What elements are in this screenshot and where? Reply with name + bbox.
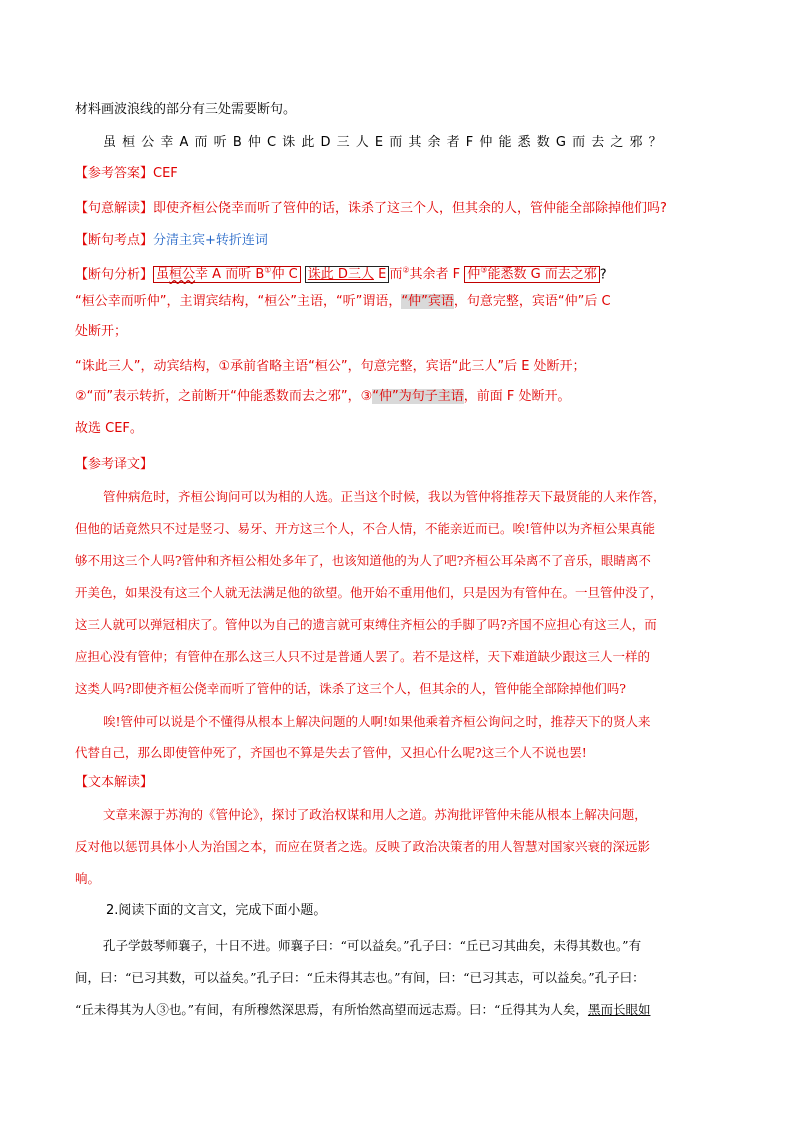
meaning-label: 【句意解读】	[75, 201, 154, 216]
passage-line: “丘未得其为人③也。”有间，有所穆然深思焉，有所怡然高望而远志焉。曰：“丘得其为人矣，黑而长眼如	[75, 1002, 651, 1017]
answer-row	[75, 165, 178, 183]
point-value: 分清主宾+转折连词	[153, 233, 268, 248]
translation-line: 但他的话竟然只不过是竖刁、易牙、开方这三个人，不合人情，不能亲近而已。唉!管仲以为齐桓公果真能	[75, 521, 656, 536]
translation-line: 这三人就可以弹冠相庆了。管仲以为自己的遗言就可束缚住齐桓公的手脚了吗?齐国不应担心有这三人，而	[75, 617, 657, 632]
analysis-row	[75, 262, 607, 284]
segment-box-3: 仲③能悉数 G 而去之邪	[464, 266, 600, 283]
translation-line: 代替自己，那么即使管仲死了，齐国也不算是失去了管仲，又担心什么呢?这三个人不说也罢!	[75, 745, 587, 760]
meaning-row	[75, 200, 667, 218]
highlight-object: “仲”宾语	[401, 294, 454, 309]
translation-line: 开美色，如果没有这三个人就无法满足他的欲望。他开始不重用他们，只是因为有管仲在。一旦管仲没了，	[75, 585, 663, 600]
analysis-label: 【断句分析】	[75, 267, 154, 283]
translation-line: 这类人吗?即使齐桓公侥幸而听了管仲的话，诛杀了这三个人，但其余的人，管仲能全部除掉他们吗?	[75, 681, 626, 696]
reading-label: 【文本解读】	[75, 775, 154, 790]
explanation-line-3: “诛此三人”，动宾结构，①承前省略主语“桓公”，句意完整，宾语“此三人”后 E 处断开；	[75, 359, 586, 374]
intro-text: 材料画波浪线的部分有三处需要断句。	[75, 102, 297, 117]
question-sentence: 虽 桓 公 幸 A 而 听 B 仲 C 诛 此 D 三 人 E 而 其 余 者 F 仲 能 悉 数 G 而 去 之 邪 ？	[103, 135, 663, 150]
point-label: 【断句考点】	[75, 233, 154, 248]
explanation-line-2: 处断开；	[75, 324, 128, 339]
explanation-line-4: ②“而”表示转折，之前断开“仲能悉数而去之邪”，③“仲”为句子主语，前面 F 处断开。	[75, 389, 571, 404]
underlined-phrase: 黑而长眼如	[587, 1002, 651, 1017]
answer-value: CEF	[153, 166, 178, 181]
highlight-subject: “仲”为句子主语	[372, 389, 464, 404]
segment-box-2: 诛此 D三人 E	[305, 266, 390, 283]
segment-box-1: 虽桓公幸 A 而听 B①仲 C	[153, 266, 301, 283]
translation-line: 应担心没有管仲；有管仲在那么这三人只不过是普通人罢了。若不是这样，天下难道缺少跟这三人一样的	[75, 649, 651, 664]
reading-line: 文章来源于苏洵的《管仲论》，探讨了政治权谋和用人之道。苏洵批评管仲未能从根本上解决问题，	[103, 807, 647, 822]
passage-line: 孔子学鼓琴师襄子，十日不进。师襄子曰：“可以益矣。”孔子曰：“丘已习其曲矣，未得其数也。”有	[103, 938, 642, 953]
reading-line: 响。	[75, 871, 101, 886]
passage-line: 间，曰：“已习其数，可以益矣。”孔子曰：“丘未得其志也。”有间，曰：“已习其志，可以益矣。”孔子曰：	[75, 970, 645, 985]
question-2-title: 2.阅读下面的文言文，完成下面小题。	[106, 903, 327, 918]
segment-conj: 而②其余者 F	[389, 266, 465, 283]
analysis-tail: ?	[599, 267, 607, 283]
translation-label: 【参考译文】	[75, 457, 154, 472]
explanation-line-5: 故选 CEF。	[75, 421, 143, 436]
explanation-line-1: “桓公幸而听仲”，主谓宾结构，“桓公”主语，“听”谓语，“仲”宾语，句意完整，宾语“仲”后 C	[75, 294, 611, 309]
translation-line: 唉!管仲可以说是个不懂得从根本上解决问题的人啊!如果他乘着齐桓公询问之时，推荐天下的贤人来	[103, 714, 651, 729]
answer-label: 【参考答案】	[75, 166, 154, 181]
translation-line: 管仲病危时，齐桓公询问可以为相的人选。正当这个时候，我以为管仲将推荐天下最贤能的人来作答，	[103, 489, 666, 504]
point-row	[75, 232, 268, 250]
reading-line: 反对他以惩罚具体小人为治国之本，而应在贤者之选。反映了政治决策者的用人智慧对国家兴衰的深远影	[75, 839, 651, 854]
meaning-value: 即使齐桓公侥幸而听了管仲的话，诛杀了这三个人，但其余的人，管仲能全部除掉他们吗?	[153, 201, 667, 216]
translation-line: 够不用这三个人吗?管仲和齐桓公相处多年了，也该知道他的为人了吧?齐桓公耳朵离不了音乐，眼睛离不	[75, 553, 651, 568]
